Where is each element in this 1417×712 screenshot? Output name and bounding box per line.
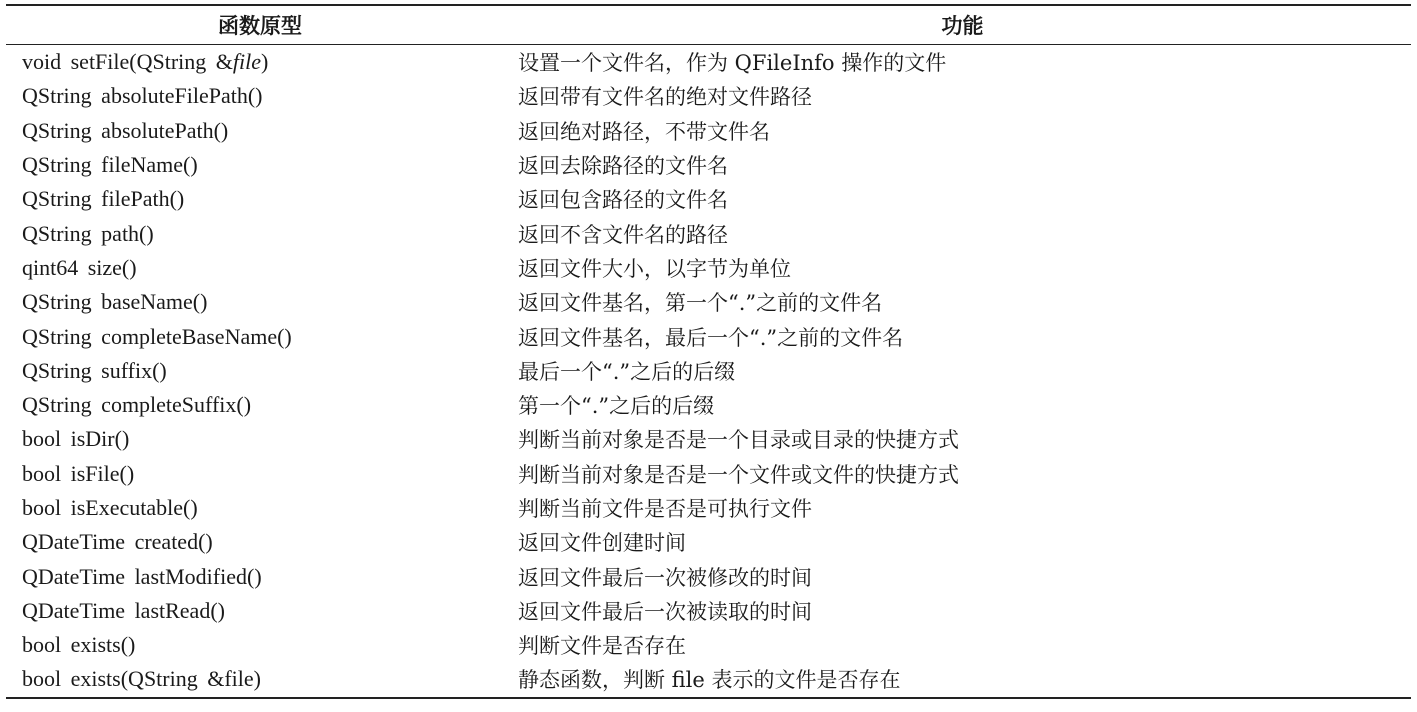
function-cell: 设置一个文件名，作为 QFileInfo 操作的文件: [518, 51, 947, 76]
table-row: [6, 319, 1411, 353]
table-body: [6, 45, 1411, 698]
function-cell: 返回文件基名，最后一个“.”之前的文件名: [518, 325, 904, 350]
prototype-cell: QString completeSuffix(): [22, 392, 252, 418]
table-row: [6, 559, 1411, 593]
function-cell: 判断当前对象是否是一个目录或目录的快捷方式: [518, 428, 959, 453]
function-cell: 返回文件最后一次被读取的时间: [518, 599, 812, 624]
table-row: [6, 79, 1411, 113]
prototype-cell: bool isFile(): [22, 460, 135, 486]
function-table-container: [6, 4, 1411, 699]
function-cell: 返回带有文件名的绝对文件路径: [518, 85, 812, 110]
table-row: [6, 354, 1411, 388]
prototype-cell: QString filePath(): [22, 186, 185, 212]
function-cell: 判断文件是否存在: [518, 634, 686, 659]
table-row: [6, 388, 1411, 422]
table-row: [6, 491, 1411, 525]
function-cell: 第一个“.”之后的后缀: [518, 394, 715, 419]
prototype-cell: QString absoluteFilePath(): [22, 83, 263, 109]
table-row: [6, 457, 1411, 491]
table-row: [6, 594, 1411, 628]
prototype-cell: QString baseName(): [22, 289, 208, 315]
header-row: [6, 5, 1411, 45]
prototype-cell: QDateTime lastRead(): [22, 597, 225, 623]
function-cell: 返回文件创建时间: [518, 531, 686, 556]
table-row: [6, 628, 1411, 662]
prototype-cell: bool exists(): [22, 632, 136, 658]
function-cell: 返回绝对路径，不带文件名: [518, 119, 770, 144]
function-cell: 返回包含路径的文件名: [518, 188, 728, 213]
header-prototype: 函数原型: [218, 14, 302, 38]
table-row: [6, 525, 1411, 559]
prototype-cell: QString suffix(): [22, 357, 167, 383]
prototype-cell: bool exists(QString &file): [22, 666, 261, 692]
file-param-italic: file: [232, 49, 261, 75]
table-row: [6, 148, 1411, 182]
function-cell: 判断当前文件是否是可执行文件: [518, 497, 812, 521]
prototype-cell: QString path(): [22, 220, 154, 246]
function-cell: 返回文件大小，以字节为单位: [518, 256, 791, 281]
table-header: [6, 5, 1411, 45]
table-row: [6, 216, 1411, 250]
table-row: [6, 422, 1411, 456]
function-cell: 静态函数，判断 file 表示的文件是否存在: [518, 668, 901, 693]
table-row: [6, 114, 1411, 148]
prototype-cell: QDateTime lastModified(): [22, 563, 262, 589]
function-cell: 最后一个“.”之后的后缀: [518, 359, 736, 384]
prototype-cell: QString fileName(): [22, 152, 198, 178]
table-row: [6, 182, 1411, 216]
qfileinfo-function-table: [6, 4, 1411, 699]
prototype-cell: QString absolutePath(): [22, 117, 229, 143]
function-cell: 返回去除路径的文件名: [518, 154, 728, 179]
header-function: 功能: [941, 14, 984, 38]
table-row: [6, 662, 1411, 697]
function-cell: 判断当前对象是否是一个文件或文件的快捷方式: [518, 462, 959, 487]
prototype-cell: QDateTime created(): [22, 529, 213, 555]
prototype-cell: qint64 size(): [22, 254, 137, 280]
function-cell: 返回文件最后一次被修改的时间: [518, 565, 812, 590]
table-row: [6, 251, 1411, 285]
function-cell: 返回文件基名，第一个“.”之前的文件名: [518, 291, 883, 316]
table-row: [6, 45, 1411, 80]
function-cell: 返回不含文件名的路径: [518, 222, 728, 247]
prototype-cell: bool isDir(): [22, 426, 130, 452]
prototype-cell: bool isExecutable(): [22, 495, 198, 520]
prototype-cell: void setFile(QString &file): [22, 49, 269, 75]
table-row: [6, 285, 1411, 319]
prototype-cell: QString completeBaseName(): [22, 323, 292, 349]
